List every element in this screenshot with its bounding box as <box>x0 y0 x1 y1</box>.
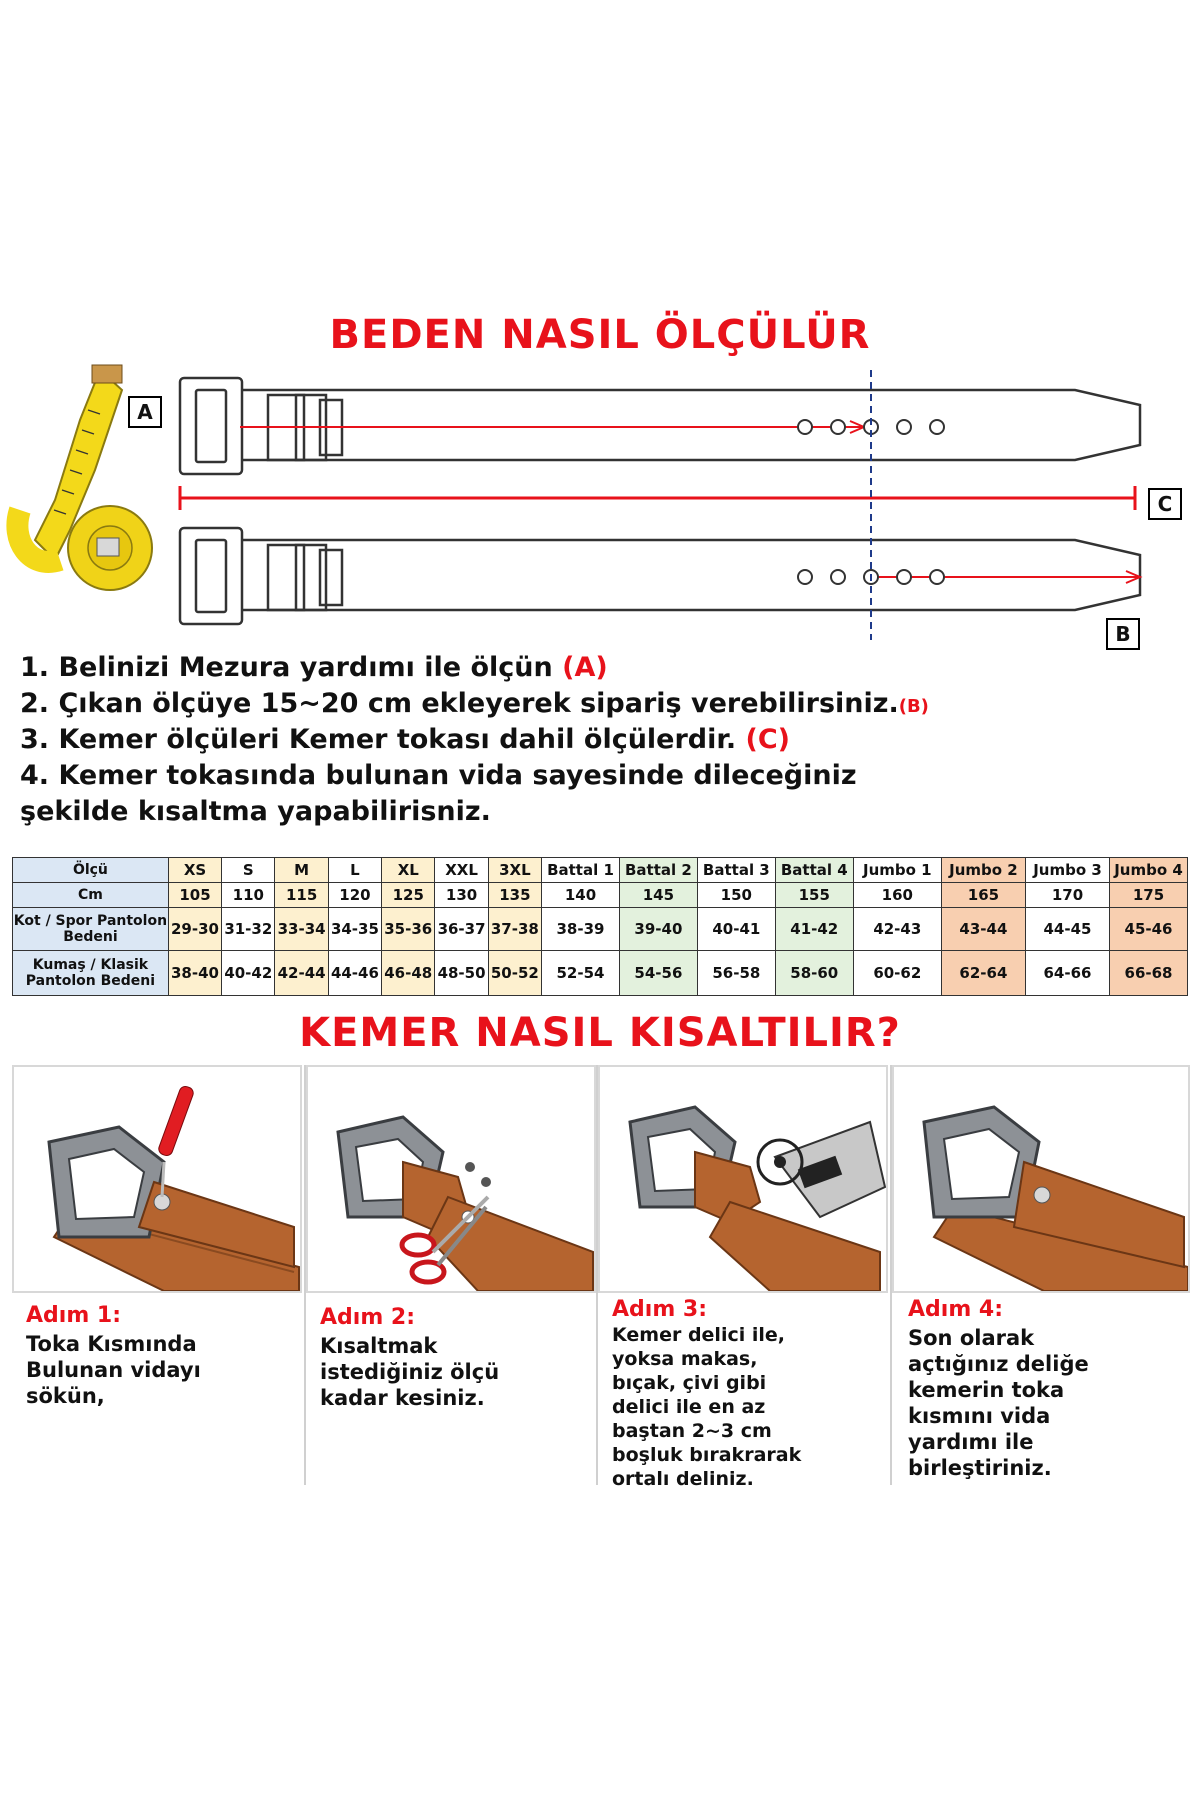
page-title-shorten: KEMER NASIL KISALTILIR? <box>299 1010 901 1056</box>
label-c: C <box>1148 488 1182 520</box>
table-cell: XL <box>382 858 435 883</box>
table-cell: 64-66 <box>1025 951 1109 996</box>
table-cell: 62-64 <box>941 951 1025 996</box>
table-cell: 52-54 <box>542 951 620 996</box>
table-cell: 42-43 <box>853 908 941 951</box>
table-row-cm <box>13 883 1188 908</box>
instruction-1: 1. Belinizi Mezura yardımı ile ölçün (A) <box>20 652 608 683</box>
label-b: B <box>1106 618 1140 650</box>
table-cell: 38-40 <box>168 951 221 996</box>
table-cell: 38-39 <box>542 908 620 951</box>
step-panel-4 <box>890 1065 1190 1485</box>
table-cell: Battal 3 <box>697 858 775 883</box>
instruction-4: 4. Kemer tokasında bulunan vida sayesinde dileceğiniz <box>20 760 857 791</box>
table-cell: Jumbo 2 <box>941 858 1025 883</box>
table-cell: 150 <box>697 883 775 908</box>
table-cell: 120 <box>328 883 381 908</box>
step-panel-2 <box>304 1065 594 1485</box>
table-cell: XS <box>168 858 221 883</box>
table-cell: 135 <box>488 883 541 908</box>
table-cell: Battal 4 <box>775 858 853 883</box>
row-label: Ölçü <box>13 858 169 883</box>
table-cell: L <box>328 858 381 883</box>
table-cell: 40-41 <box>697 908 775 951</box>
scissors-icon <box>308 1067 594 1291</box>
table-cell: 39-40 <box>619 908 697 951</box>
step-3-text: Kemer delici ile, yoksa makas, bıçak, çivi gibi delici ile en az baştan 2~3 cm boşluk bırakrarak ortalı deliniz. <box>612 1324 802 1490</box>
table-cell: 31-32 <box>222 908 275 951</box>
table-cell: 41-42 <box>775 908 853 951</box>
table-cell: 42-44 <box>275 951 328 996</box>
table-cell: 35-36 <box>382 908 435 951</box>
table-cell: 48-50 <box>435 951 488 996</box>
step-4-text: Son olarak açtığınız deliğe kemerin toka kısmını vida yardımı ile birleştiriniz. <box>908 1326 1089 1480</box>
instruction-4-cont: şekilde kısaltma yapabilirisniz. <box>20 796 491 827</box>
table-cell: 66-68 <box>1110 951 1188 996</box>
table-cell: 43-44 <box>941 908 1025 951</box>
page-title-measure: BEDEN NASIL ÖLÇÜLÜR <box>329 312 871 358</box>
table-cell: 3XL <box>488 858 541 883</box>
instruction-2: 2. Çıkan ölçüye 15~20 cm ekleyerek sipariş verebilirsiniz.(B) <box>20 688 929 719</box>
step-1-text: Toka Kısmında Bulunan vidayı sökün, <box>26 1332 201 1408</box>
table-cell: 125 <box>382 883 435 908</box>
table-cell: 60-62 <box>853 951 941 996</box>
step-2-title: Adım 2: <box>320 1305 416 1330</box>
belt-buckle-icon <box>894 1067 1188 1291</box>
table-cell: M <box>275 858 328 883</box>
table-cell: 44-45 <box>1025 908 1109 951</box>
table-cell: 33-34 <box>275 908 328 951</box>
belt-measure-diagram <box>0 360 1200 660</box>
table-cell: 160 <box>853 883 941 908</box>
size-table <box>12 857 1188 996</box>
table-cell: 58-60 <box>775 951 853 996</box>
table-cell: 155 <box>775 883 853 908</box>
table-cell: Jumbo 1 <box>853 858 941 883</box>
table-cell: 165 <box>941 883 1025 908</box>
table-cell: 170 <box>1025 883 1109 908</box>
table-cell: 56-58 <box>697 951 775 996</box>
step-1-title: Adım 1: <box>26 1303 122 1328</box>
table-cell: 40-42 <box>222 951 275 996</box>
table-cell: 110 <box>222 883 275 908</box>
step-4-title: Adım 4: <box>908 1297 1004 1322</box>
screwdriver-icon <box>14 1067 300 1291</box>
table-cell: 105 <box>168 883 221 908</box>
table-cell: 115 <box>275 883 328 908</box>
table-cell: Battal 2 <box>619 858 697 883</box>
row-label: Kot / Spor Pantolon Bedeni <box>13 908 169 951</box>
table-cell: 29-30 <box>168 908 221 951</box>
label-a: A <box>128 396 162 428</box>
step-2-text: Kısaltmak istediğiniz ölçü kadar kesiniz. <box>320 1334 500 1410</box>
table-row-kumas <box>13 951 1188 996</box>
table-cell: 36-37 <box>435 908 488 951</box>
row-label: Kumaş / Klasik Pantolon Bedeni <box>13 951 169 996</box>
step-3-title: Adım 3: <box>612 1297 708 1322</box>
table-cell: 130 <box>435 883 488 908</box>
hole-punch-icon <box>600 1067 886 1291</box>
table-cell: Jumbo 4 <box>1110 858 1188 883</box>
table-cell: 34-35 <box>328 908 381 951</box>
table-row-sizes <box>13 858 1188 883</box>
table-cell: 50-52 <box>488 951 541 996</box>
table-cell: S <box>222 858 275 883</box>
table-cell: XXL <box>435 858 488 883</box>
table-cell: Jumbo 3 <box>1025 858 1109 883</box>
table-cell: 145 <box>619 883 697 908</box>
table-cell: 54-56 <box>619 951 697 996</box>
table-cell: 44-46 <box>328 951 381 996</box>
step-panel-1 <box>12 1065 300 1485</box>
table-row-kot <box>13 908 1188 951</box>
table-cell: 46-48 <box>382 951 435 996</box>
row-label: Cm <box>13 883 169 908</box>
table-cell: 175 <box>1110 883 1188 908</box>
table-cell: 140 <box>542 883 620 908</box>
instruction-3: 3. Kemer ölçüleri Kemer tokası dahil ölçülerdir. (C) <box>20 724 791 755</box>
table-cell: Battal 1 <box>542 858 620 883</box>
table-cell: 37-38 <box>488 908 541 951</box>
table-cell: 45-46 <box>1110 908 1188 951</box>
step-panel-3 <box>596 1065 886 1490</box>
